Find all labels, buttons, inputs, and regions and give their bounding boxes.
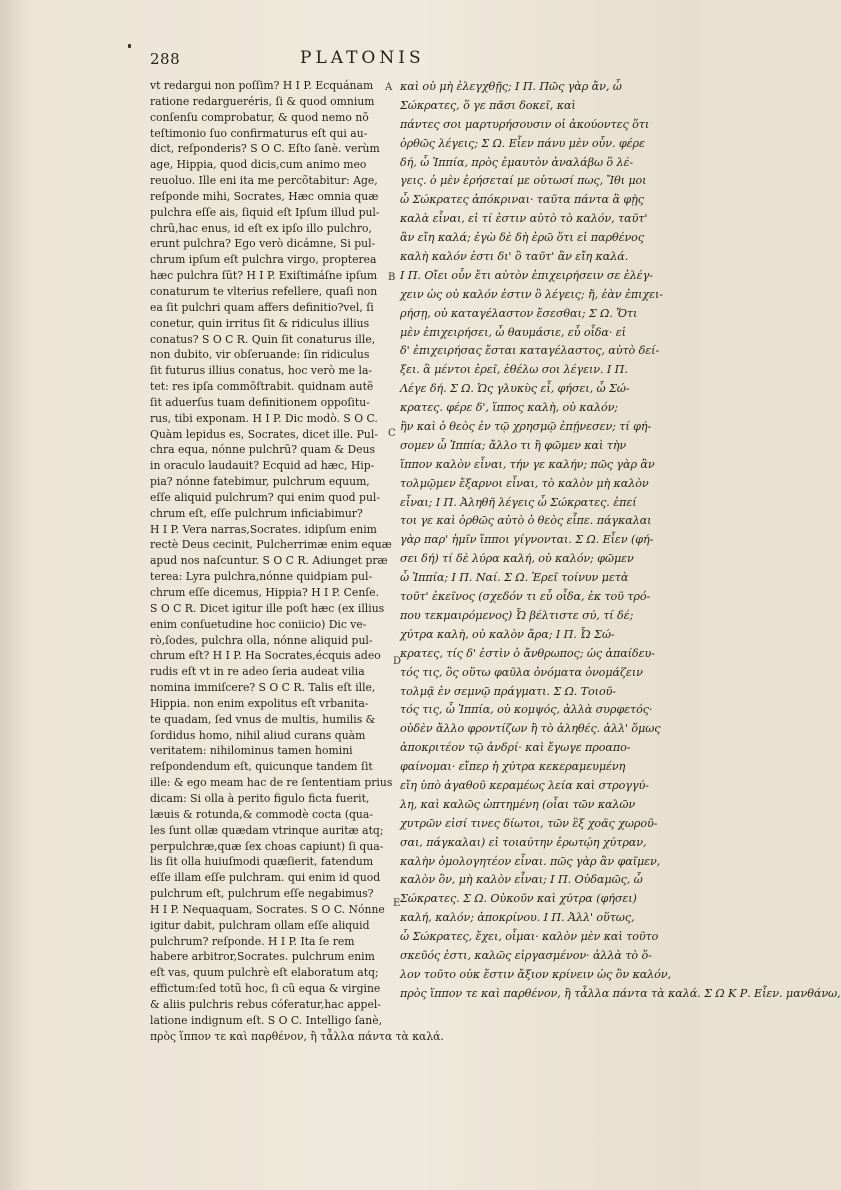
greek-text-line: δ' ἐπιχειρήσας ἔσται καταγέλαστος, αὐτὸ δεί- [400,344,660,358]
greek-text-line: εἶναι; Ι Π. Ἀληθῆ λέγεις ὦ Σώκρατες. ἐπεί [400,495,637,509]
greek-text-line: καλή, καλόν; ἀποκρίνου. Ι Π. Ἀλλ' οὕτως, [400,911,635,925]
latin-text-line: chrum eſt? H I P. Ha Socrates,écquis adeo [150,649,381,663]
margin-letter-c: C [388,428,396,439]
latin-text-line: terea: Lyra pulchra,nónne quidpiam pul- [150,570,373,584]
greek-text-line: ξει. ἃ μέντοι ἐρεῖ, ἐθέλω σοι λέγειν. Ι Π. [400,363,628,377]
greek-text-line: χυτρῶν εἰσί τινες δίωτοι, τῶν ἓξ χοᾶς χωροῦ- [400,816,658,830]
latin-text-line: te quadam, ſed vnus de multis, humilis & [150,712,376,726]
greek-text-line: τολμᾷ ἐν σεμνῷ πράγματι. Σ Ω. Τοιοῦ- [400,684,616,698]
latin-text-line: eſt vas, quum pulchrè eſt elaboratum atq; [150,966,379,980]
latin-text-line: ille: & ego meam hac de re ſententiam prius [150,776,393,790]
margin-letter-a: A [385,82,393,93]
greek-text-line: γεις. ὁ μὲν ἐρήσεταί με οὑτωσί πως, Ἴθι μοι [400,174,647,188]
latin-text-line: perpulchræ,quæ ſex choas capiunt) ſi qua- [150,839,384,853]
latin-text-line: latione indignum eſt. S O C. Intelligo ſanè, [150,1013,383,1027]
greek-text-line: ὦ Ἱππία; Ι Π. Ναί. Σ Ω. Ἐρεῖ τοίνυν μετὰ [400,571,629,585]
latin-text-line: conetur, quin irritus ſit & ridiculus illius [150,316,370,330]
latin-text-line: rus, tibi exponam. H I P. Dic modò. S O C. [150,411,378,425]
latin-text-line: dicam: Si olla à perito figulo ficta fuerit, [150,791,370,805]
latin-text-line: S O C R. Dicet igitur ille poſt hæc (ex illius [150,601,385,615]
latin-text-line: H I P. Vera narras,Socrates. idipſum enim [150,522,377,536]
greek-text-line: ἂν εἴη καλά; ἐγὼ δὲ δὴ ἐρῶ ὅτι εἰ παρθένος [400,231,644,245]
greek-text-line: σαι, πάγκαλαι) εἰ τοιαύτην ἐρωτῴη χύτραν, [400,835,647,849]
greek-text-line: Σώκρατες, ὅ γε πᾶσι δοκεῖ, καὶ [400,98,576,112]
latin-text-line: age, Hippia, quod dicis,cum animo meo [150,158,367,172]
greek-text-line: φαίνομαι· εἴπερ ἡ χύτρα κεκεραμευμένη [400,760,626,774]
greek-column [400,78,841,1004]
greek-text-line: καλὴ καλόν ἐστι δι' ὃ ταῦτ' ἂν εἴη καλά. [400,250,629,264]
latin-text-line: ratione redargueréris, ſi & quod omnium [150,94,375,108]
greek-text-line: Ι Π. Οἴει οὖν ἔτι αὐτὸν ἐπιχειρήσειν σε ἐλέγ- [400,268,653,282]
latin-text-line: Hippia. non enim expolitus eſt vrbanita- [150,696,369,710]
greek-text-line: ἣν καὶ ὁ θεὸς ἐν τῷ χρησμῷ ἐπῄνεσεν; τί φή- [400,420,652,434]
latin-text-line: & aliis pulchris rebus cóferatur,hac appel- [150,997,381,1011]
latin-text-line: hæc pulchra ſũt? H I P. Exiſtimáſne ipſum [150,269,378,283]
latin-text-line: ſit aduerſus tuam definitionem oppoſitu- [150,395,370,409]
latin-text-line: nomina immiſcere? S O C R. Talis eſt ille, [150,681,376,695]
margin-letter-b: B [388,272,396,283]
greek-text-line: σκεῦός ἐστι, καλῶς εἰργασμένον· ἀλλὰ τὸ ὅ- [400,948,652,962]
greek-text-line: ρήσῃ, οὐ καταγέλαστον ἔσεσθαι; Σ Ω. Ὅτι [400,306,638,320]
greek-text-line: οὐδὲν ἄλλο φροντίζων ἢ τὸ ἀληθές. ἀλλ' ὅμως [400,722,661,736]
greek-text-line: γὰρ παρ' ἡμῖν ἵπποι γίγνονται. Σ Ω. Εἶεν (φή- [400,533,654,547]
greek-text-line: τοῦτ' ἐκεῖνος (σχεδόν τι εὖ οἶδα, ἐκ τοῦ τρό- [400,590,651,604]
latin-text-line: teſtimonio ſuo confirmaturus eſt qui au- [150,126,368,140]
latin-text-line: chra equa, nónne pulchrũ? quam & Deus [150,443,375,457]
latin-text-line: H I P. Nequaquam, Socrates. S O C. Nónne [150,902,385,916]
latin-text-line: ea ſit pulchri quam affers definitio?vel, ſi [150,300,374,314]
latin-text-line: tet: res ipſa commõſtrabit. quidnam autẽ [150,380,374,394]
latin-text-line: Quàm lepidus es, Socrates, dicet ille. Pul- [150,427,378,441]
greek-text-line: μὲν ἐπιχειρήσει, ὦ θαυμάσιε, εὖ οἶδα· εἰ [400,325,626,339]
greek-text-line: τός τις, ὃς οὕτω φαῦλα ὀνόματα ὀνομάζειν [400,665,643,679]
greek-text-line: δή, ὦ Ἱππία, πρὸς ἐμαυτὸν ἀναλάβω ὃ λέ- [400,155,634,169]
greek-text-line: καλὸν ὂν, μὴ καλὸν εἶναι; Ι Π. Οὐδαμῶς, ὦ [400,873,643,887]
greek-text-line: κρατες. φέρε δ', ἵππος καλὴ, οὐ καλόν; [400,401,618,415]
latin-text-line: enim conſuetudine hoc coniicio) Dic ve- [150,617,367,631]
greek-text-line: ἵππον καλὸν εἶναι, τήν γε καλήν; πῶς γὰρ ἂν [400,457,655,471]
latin-text-line: chrum ipſum eſt pulchra virgo, propterea [150,253,377,267]
greek-text-line: κρατες, τίς δ' ἐστὶν ὁ ἄνθρωπος; ὡς ἀπαίδευ- [400,646,655,660]
latin-text-line: habere arbitror,Socrates. pulchrum enim [150,950,375,964]
greek-text-line: Σώκρατες. Σ Ω. Οὐκοῦν καὶ χύτρα (φήσει) [400,892,637,906]
latin-text-line: conaturum te vlterius refellere, quaſi non [150,284,378,298]
greek-text-line: σει δή) τί δὲ λύρα καλή, οὐ καλόν; φῶμεν [400,552,634,566]
latin-text-line: chrũ,hac enus, id eſt ex ipſo illo pulchro, [150,221,372,235]
latin-text-line: dict, reſponderis? S O C. Eſto ſanè. verùm [150,142,380,156]
latin-text-line: reſponde mihi, Socrates, Hæc omnia quæ [150,189,379,203]
greek-text-line: ὀρθῶς λέγεις; Σ Ω. Εἶεν πάνυ μὲν οὖν. φέρε [400,136,645,150]
latin-text-line: conſenſu comprobatur, & quod nemo nõ [150,110,369,124]
latin-text-line: conatus? S O C R. Quin ſit conaturus ille, [150,332,376,346]
greek-text-line: που τεκμαιρόμενος) Ὦ βέλτιστε σύ, τί δέ; [400,608,634,622]
greek-text-line: Λέγε δή. Σ Ω. Ὡς γλυκὺς εἶ, φήσει, ὦ Σώ- [400,382,630,396]
margin-letter-e: E [393,898,401,909]
greek-text-line: ἀποκριτέον τῷ ἀνδρί· καὶ ἔγωγε προαπο- [400,741,631,755]
latin-text-line: les ſunt ollæ quædam vtrinque auritæ atq; [150,823,384,837]
latin-text-line: erunt pulchra? Ego verò dicámne, Si pul- [150,237,376,251]
latin-text-line: ſit futurus illius conatus, hoc verò me la- [150,364,373,378]
latin-text-line: læuis & rotunda,& commodè cocta (qua- [150,807,373,821]
latin-column [150,78,444,1044]
latin-text-line: veritatem: nihilominus tamen homini [150,744,353,758]
greek-text-line: καλὰ εἶναι, εἰ τί ἐστιν αὐτὸ τὸ καλόν, ταῦτ' [400,212,648,226]
latin-text-line: vt redargui non poſſim? H I P. Ecquánam [150,79,374,92]
latin-text-line: chrum eſſe dicemus, Hippia? H I P. Cenſe. [150,586,380,599]
greek-text-line: εἴη ὑπὸ ἀγαθοῦ κεραμέως λεία καὶ στρογγύ- [400,778,649,792]
greek-text-line: πρὸς ἵππον τε καὶ παρθένον, ἢ τἆλλα πάντα τὰ καλά. Σ Ω Κ Ρ. Εἶεν. μανθάνω, [400,986,841,1000]
latin-text-line: pulchrum? reſponde. H I P. Ita ſe rem [150,934,355,948]
latin-text-line: igitur dabit, pulchram ollam eſſe aliquid [150,918,370,932]
latin-text-line: ſordidus homo, nihil aliud curans quàm [150,728,366,742]
margin-letter-d: D [393,656,402,667]
greek-text-line: καλὴν ὁμολογητέον εἶναι. πῶς γὰρ ἂν φαῖμεν, [400,854,661,868]
latin-text-line: in oraculo laudauit? Ecquid ad hæc, Hip- [150,459,375,473]
latin-text-line: reſpondendum eſt, quicunque tandem ſit [150,760,373,774]
latin-text-line: pulchrum eſt, pulchrum eſſe negabimus? [150,887,374,901]
latin-text-line: rudis eſt vt in re adeo ſeria audeat vilia [150,665,365,679]
page-number: 288 [150,50,181,68]
greek-text-line: λη, καὶ καλῶς ὠπτημένη (οἷαι τῶν καλῶν [400,797,636,811]
latin-text-line: pia? nónne fatebimur, pulchrum equum, [150,475,370,489]
greek-text-line: τός τις, ὦ Ἱππία, οὐ κομψός, ἀλλὰ συρφετός· [400,703,653,717]
latin-text-line: rectè Deus cecinit, Pulcherrimæ enim equæ [150,538,392,552]
latin-text-line: reuoluo. Ille eni ita me percõtabitur: Age, [150,174,378,188]
latin-text-line: pulchra eſſe ais, ſiquid eſt Ipſum illud pul- [150,205,380,219]
greek-text-line: ὦ Σώκρατες ἀπόκριναι· ταῦτα πάντα ἃ φῂς [400,193,644,207]
greek-text-line: λον τοῦτο οὐκ ἔστιν ἄξιον κρίνειν ὡς ὂν καλόν, [400,967,671,981]
latin-text-line: chrum eſt, eſſe pulchrum inficiabimur? [150,506,363,520]
running-head: PLATONIS [300,48,425,68]
latin-text-line: apud nos naſcuntur. S O C R. Adiunget præ [150,554,388,568]
ink-mark [128,44,131,48]
greek-text-line: ὦ Σώκρατες, ἔχει, οἶμαι· καλὸν μὲν καὶ τοῦτο [400,930,659,944]
greek-text-line: πάντες σοι μαρτυρήσουσιν οἱ ἀκούοντες ὅτι [400,117,650,131]
greek-text-line: καὶ οὐ μὴ ἐλεγχθῇς; Ι Π. Πῶς γὰρ ἄν, ὦ [400,80,622,93]
latin-text-line: effictum:ſed totũ hoc, ſi cũ equa & virgine [150,982,381,996]
greek-text-line: χύτρα καλὴ, οὐ καλὸν ἄρα; Ι Π. Ὦ Σώ- [400,627,615,641]
latin-text-line: eſſe illam eſſe pulchram. qui enim id quod [150,871,381,885]
latin-text-line: lis ſit olla huiuſmodi quæſierit, fatendum [150,855,374,869]
greek-text-line: σομεν ὦ Ἱππία; ἄλλο τι ἢ φῶμεν καὶ τὴν [400,438,627,452]
greek-text-line: χειν ὡς οὐ καλόν ἐστιν ὃ λέγεις; ἤ, ἐὰν ἐπιχει- [400,287,663,301]
latin-text-line: πρὸς ἵππον τε καὶ παρθένον, ἢ τἆλλα πάντα τὰ καλά. [150,1029,444,1043]
greek-text-line: τοι γε καὶ ὀρθῶς αὐτὸ ὁ θεὸς εἶπε. πάγκαλαι [400,514,652,528]
latin-text-line: non dubito, vir obſeruande: ſin ridiculus [150,348,370,362]
latin-text-line: eſſe aliquid pulchrum? qui enim quod pul- [150,490,380,504]
greek-text-line: τολμῷμεν ἔξαρνοι εἶναι, τὸ καλὸν μὴ καλὸν [400,476,649,490]
latin-text-line: rò,ſodes, pulchra olla, nónne aliquid pul- [150,633,373,647]
